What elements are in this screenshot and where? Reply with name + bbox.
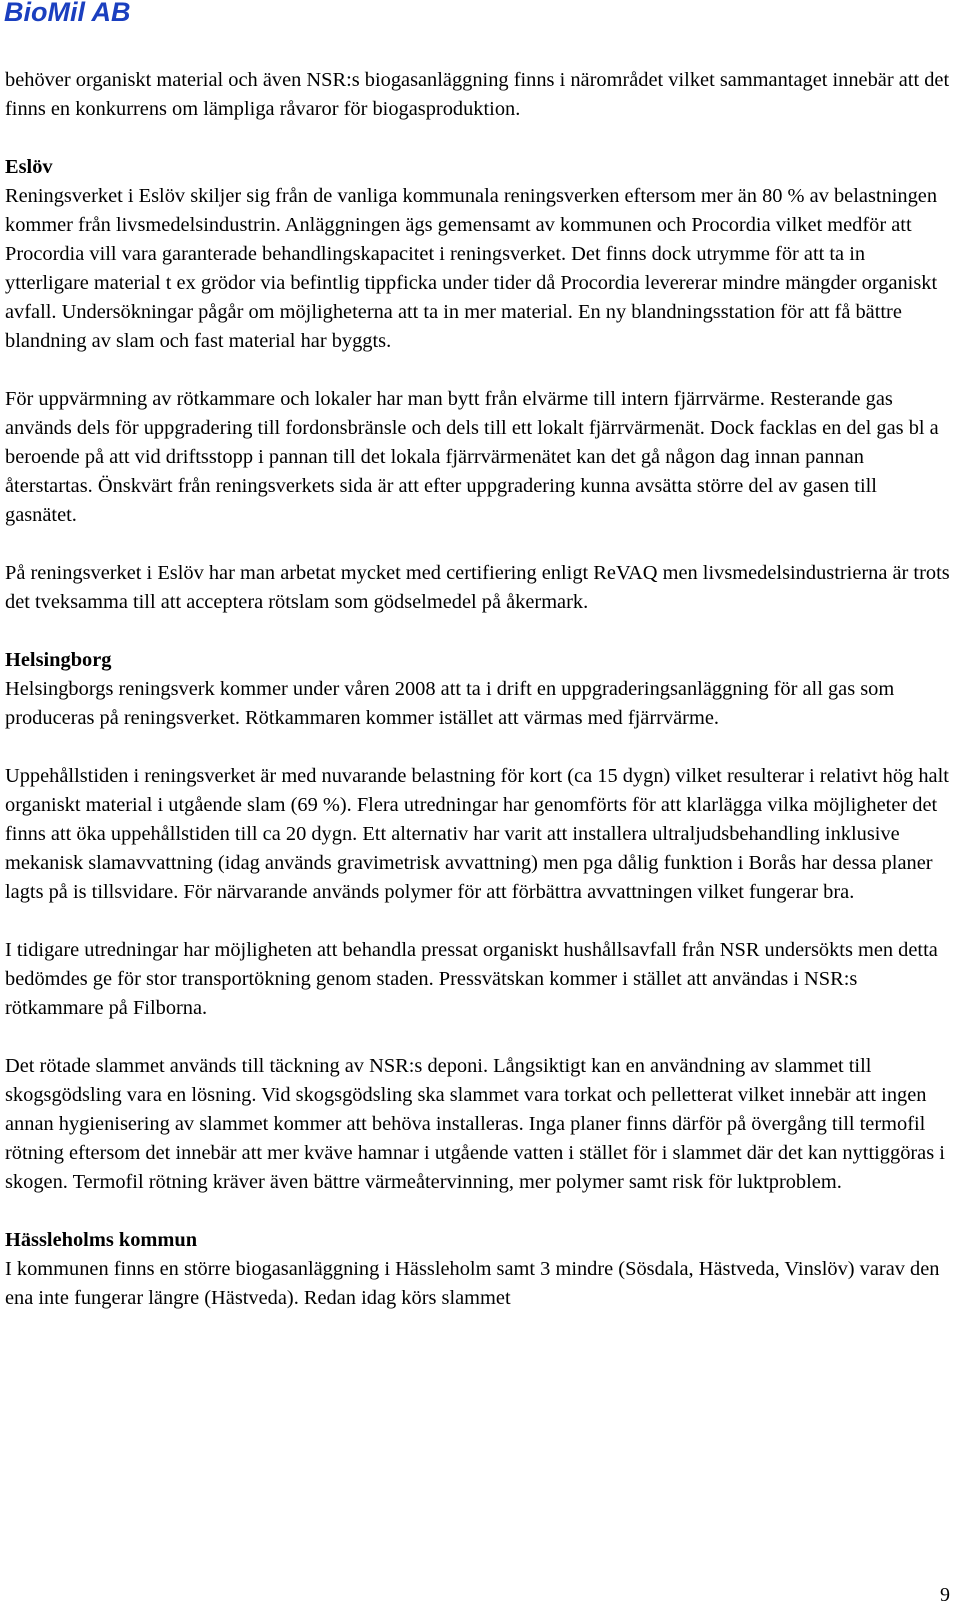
- section-eslov: [5, 153, 953, 617]
- section-hassleholm: [5, 1226, 953, 1313]
- header-company-name: BioMil AB: [4, 0, 131, 27]
- document-body: [5, 66, 953, 1313]
- eslov-paragraph-1-text: Reningsverket i Eslöv skiljer sig från de vanliga kommunala reningsverken eftersom mer än 80 % av belastningen kommer från livsmedelsindustrin. Anläggningen ägs gemensamt av kommunen och Procordia vilket medför att Procordia vill vara garanterade behandlingskapacitet i reningsverket. Det finns dock utrymme för att ta in ytterligare material t ex grödor via befintlig tippficka under tider då Procordia levererar mindre mängder organiskt avfall. Undersökningar pågår om möjligheterna att ta in mer material. En ny blandningsstation för att få bättre blandning av slam och fast material har byggts.: [5, 185, 938, 352]
- eslov-paragraph-2: För uppvärmning av rötkammare och lokaler har man bytt från elvärme till intern fjärrvärme. Resterande gas används dels för uppgradering till fordonsbränsle och dels till ett lokalt fjärrvärmenät. Dock facklas en del gas bl a beroende på att vid driftsstopp i pannan till det lokala fjärrvärmenätet kan det gå någon dag innan pannan återstartas. Önskvärt från reningsverkets sida är att efter uppgradering kunna avsätta större del av gasen till gasnätet.: [5, 388, 939, 526]
- page-number: 9: [940, 1584, 950, 1606]
- intro-paragraph: behöver organiskt material och även NSR:s biogasanläggning finns i närområdet vilket sammantaget innebär att det finns en konkurrens om lämpliga råvaror för biogasproduktion.: [5, 69, 950, 120]
- eslov-paragraph-1: [5, 153, 953, 356]
- eslov-paragraph-3: På reningsverket i Eslöv har man arbetat mycket med certifiering enligt ReVAQ men livsmedelsindustrierna är trots det tveksamma till att acceptera rötslam som gödselmedel på åkermark.: [5, 562, 950, 613]
- section-helsingborg: [5, 646, 953, 1197]
- helsingborg-paragraph-4: Det rötade slammet används till täckning av NSR:s deponi. Långsiktigt kan en användning av slammet till skogsgödsling vara en lösning. Vid skogsgödsling ska slammet vara torkat och pelletterat vilket innebär att ingen annan hygienisering av slammet kommer att behöva installeras. Inga planer finns därför på övergång till termofil rötning eftersom det innebär att mer kväve hamnar i utgående vatten i stället för i slammet där det kan nyttiggöras i skogen. Termofil rötning kräver även bättre värmeåtervinning, mer polymer samt risk för luktproblem.: [5, 1055, 945, 1193]
- section-heading-helsingborg: Helsingborg: [5, 649, 112, 671]
- helsingborg-paragraph-2: Uppehållstiden i reningsverket är med nuvarande belastning för kort (ca 15 dygn) vilket resulterar i relativt hög halt organiskt material i utgående slam (69 %). Flera utredningar har genomförts för att klarlägga vilka möjligheter det finns att öka uppehållstiden till ca 20 dygn. Ett alternativ har varit att installera ultraljudsbehandling inklusive mekanisk slamavvattning (idag används gravimetrisk avvattning) men pga dålig funktion i Borås har dessa planer lagts på is tillsvidare. För närvarande används polymer för att förbättra avvattningen vilket fungerar bra.: [5, 765, 949, 903]
- helsingborg-paragraph-1-text: Helsingborgs reningsverk kommer under våren 2008 att ta i drift en uppgraderingsanläggning för all gas som produceras på reningsverket. Rötkammaren kommer istället att värmas med fjärrvärme.: [5, 678, 895, 729]
- helsingborg-paragraph-1: [5, 646, 953, 733]
- hassleholm-paragraph-1-text: I kommunen finns en större biogasanläggning i Hässleholm samt 3 mindre (Sösdala, Hästveda, Vinslöv) varav den ena inte fungerar längre (Hästveda). Redan idag körs slammet: [5, 1258, 940, 1309]
- helsingborg-paragraph-3: I tidigare utredningar har möjligheten att behandla pressat organiskt hushållsavfall från NSR undersökts men detta bedömdes ge för stor transportökning genom staden. Pressvätskan kommer i stället att användas i NSR:s rötkammare på Filborna.: [5, 939, 938, 1019]
- section-heading-hassleholm: Hässleholms kommun: [5, 1229, 198, 1251]
- section-heading-eslov: Eslöv: [5, 156, 53, 178]
- hassleholm-paragraph-1: [5, 1226, 953, 1313]
